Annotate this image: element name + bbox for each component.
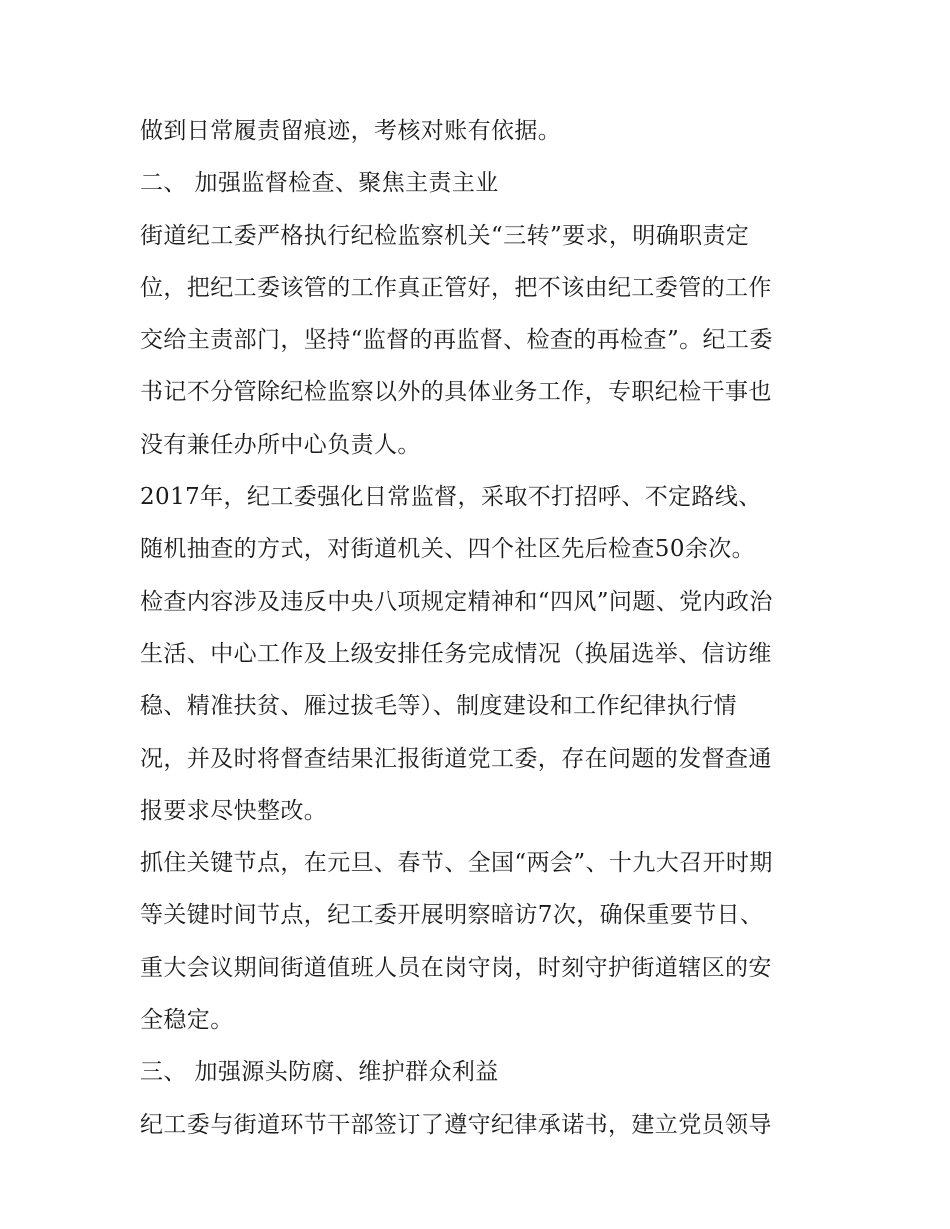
text-line: 等关键时间节点，纪工委开展明察暗访7次，确保重要节日、 bbox=[140, 902, 764, 929]
text-line: 随机抽查的方式，对街道机关、四个社区先后检查50余次。 bbox=[140, 536, 756, 563]
text-line: 没有兼任办所中心负责人。 bbox=[140, 431, 421, 458]
text-line: 街道纪工委严格执行纪检监察机关“三转”要求，明确职责定 bbox=[140, 222, 750, 249]
text-line: 重大会议期间街道值班人员在岗守岗，时刻守护街道辖区的安 bbox=[140, 954, 772, 981]
text-line: 报要求尽快整改。 bbox=[140, 797, 328, 824]
text-line: 抓住关键节点，在元旦、春节、全国“两会”、十九大召开时期 bbox=[140, 850, 773, 877]
document-page bbox=[140, 105, 820, 1151]
text-line: 生活、中心工作及上级安排任务完成情况（换届选举、信访维 bbox=[140, 640, 772, 667]
text-line: 纪工委与街道环节干部签订了遵守纪律承诺书，建立党员领导 bbox=[140, 1111, 772, 1138]
text-line: 位，把纪工委该管的工作真正管好，把不该由纪工委管的工作 bbox=[140, 274, 772, 301]
text-line: 稳、精准扶贫、雁过拔毛等）、制度建设和工作纪律执行情 bbox=[140, 693, 737, 720]
text-line: 全稳定。 bbox=[140, 1007, 234, 1034]
text-line: 检查内容涉及违反中央八项规定精神和“四风”问题、党内政治 bbox=[140, 588, 773, 615]
section-heading: 三、 加强源头防腐、维护群众利益 bbox=[140, 1059, 499, 1086]
text-line: 交给主责部门，坚持“监督的再监督、检查的再检查”。纪工委 bbox=[140, 327, 773, 354]
text-line: 2017年，纪工委强化日常监督，采取不打招呼、不定路线、 bbox=[140, 484, 762, 511]
text-line: 做到日常履责留痕迹，考核对账有依据。 bbox=[140, 118, 562, 144]
section-heading: 二、 加强监督检查、聚焦主责主业 bbox=[140, 170, 499, 197]
text-line: 书记不分管除纪检监察以外的具体业务工作，专职纪检干事也 bbox=[140, 379, 772, 406]
text-line: 况，并及时将督查结果汇报街道党工委，存在问题的发督查通 bbox=[140, 745, 772, 772]
